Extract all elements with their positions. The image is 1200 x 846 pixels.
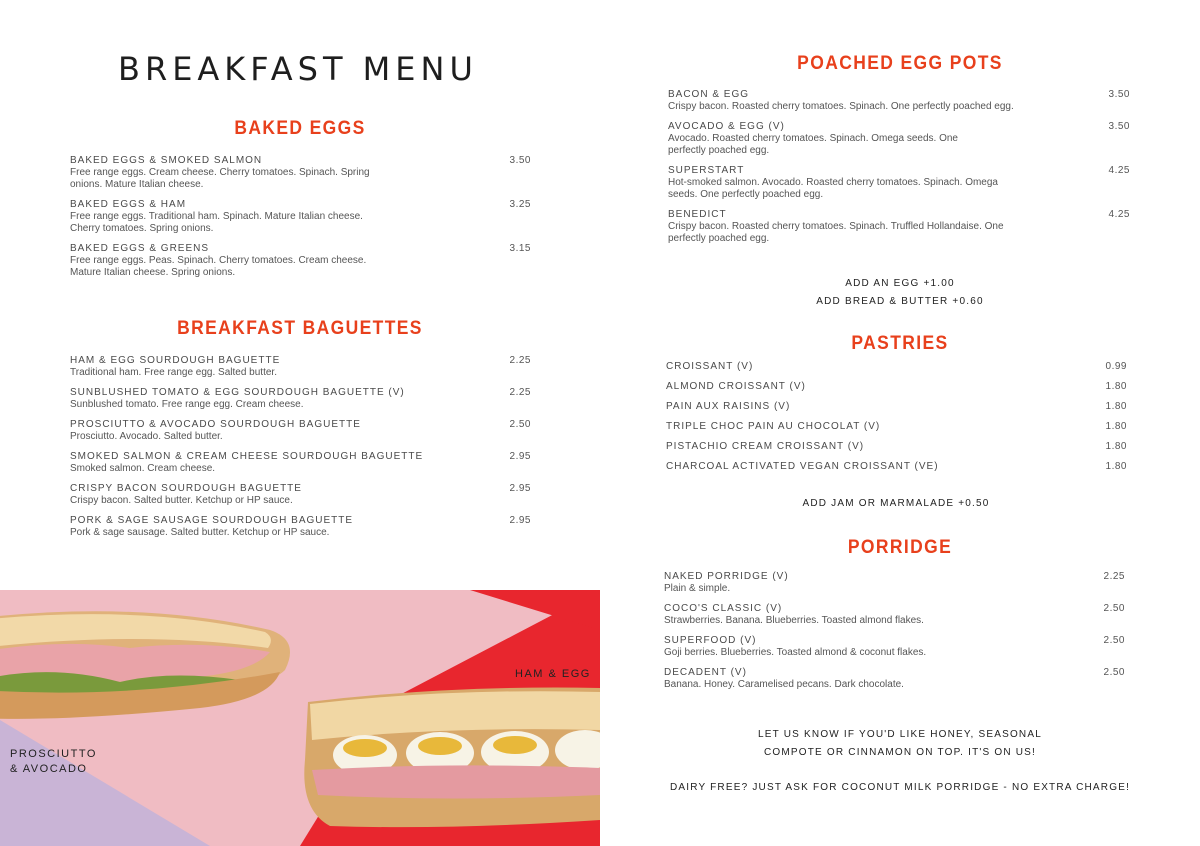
item-name: AVOCADO & EGG (V): [668, 121, 785, 132]
list-item: [70, 155, 531, 191]
porridge-list: [664, 571, 1125, 699]
item-name: PORK & SAGE SAUSAGE SOURDOUGH BAGUETTE: [70, 515, 354, 526]
item-desc: Plain & simple.: [664, 583, 731, 594]
item-desc: Prosciutto. Avocado. Salted butter.: [70, 431, 223, 442]
list-item: [668, 121, 1130, 157]
page-title: BREAKFAST MENU: [118, 50, 478, 88]
item-price: 4.25: [1108, 165, 1130, 176]
item-name: BAKED EGGS & HAM: [70, 199, 187, 210]
item-name: BACON & EGG: [668, 89, 750, 100]
section-title-pastries: PASTRIES: [851, 333, 949, 354]
list-item: [666, 421, 1127, 433]
item-price: 4.25: [1108, 209, 1130, 220]
item-price: 3.50: [1108, 121, 1130, 132]
list-item: [70, 243, 531, 279]
list-item: [666, 441, 1127, 453]
list-item: [666, 361, 1127, 373]
list-item: [668, 89, 1130, 113]
item-name: CROISSANT (V): [666, 361, 754, 372]
list-item: [666, 461, 1127, 473]
list-item: [70, 451, 531, 475]
list-item: [664, 571, 1125, 595]
baguette-photo: [0, 590, 600, 846]
list-item: [70, 483, 531, 507]
item-price: 2.50: [509, 419, 531, 430]
item-price: 2.95: [509, 451, 531, 462]
item-desc: Free range eggs. Traditional ham. Spinach. Mature Italian cheese. Cherry tomatoes. Spring onions.: [70, 211, 363, 234]
item-price: 2.25: [509, 387, 531, 398]
item-price: 3.50: [509, 155, 531, 166]
section-title-baked-eggs: BAKED EGGS: [234, 118, 366, 139]
item-desc: Free range eggs. Peas. Spinach. Cherry tomatoes. Cream cheese. Mature Italian cheese. Spring onions.: [70, 255, 367, 278]
item-desc: Crispy bacon. Roasted cherry tomatoes. Spinach. Truffled Hollandaise. One perfectly poached egg.: [668, 221, 1004, 244]
item-name: TRIPLE CHOC PAIN AU CHOCOLAT (V): [666, 421, 881, 432]
item-name: BAKED EGGS & SMOKED SALMON: [70, 155, 263, 166]
item-desc: Banana. Honey. Caramelised pecans. Dark chocolate.: [664, 679, 904, 690]
item-price: 2.95: [509, 515, 531, 526]
note-add-egg: ADD AN EGG +1.00: [845, 278, 955, 289]
item-desc: Smoked salmon. Cream cheese.: [70, 463, 216, 474]
baked-eggs-list: [70, 155, 531, 287]
baguettes-list: [70, 355, 531, 547]
item-name: BAKED EGGS & GREENS: [70, 243, 210, 254]
item-desc: Crispy bacon. Roasted cherry tomatoes. Spinach. One perfectly poached egg.: [668, 101, 1014, 112]
item-name: BENEDICT: [668, 209, 727, 220]
list-item: [70, 419, 531, 443]
item-desc: Goji berries. Blueberries. Toasted almond & coconut flakes.: [664, 647, 927, 658]
item-name: SUPERFOOD (V): [664, 635, 757, 646]
photo-label-left: PROSCIUTTO & AVOCADO: [10, 748, 97, 775]
item-price: 3.50: [1108, 89, 1130, 100]
list-item: [664, 635, 1125, 659]
poached-list: [668, 89, 1130, 253]
item-price: 3.25: [509, 199, 531, 210]
note-add-jam: ADD JAM OR MARMALADE +0.50: [802, 498, 990, 509]
list-item: [666, 401, 1127, 413]
item-desc: Avocado. Roasted cherry tomatoes. Spinach. Omega seeds. One perfectly poached egg.: [668, 133, 958, 156]
item-name: PISTACHIO CREAM CROISSANT (V): [666, 441, 865, 452]
item-name: PROSCIUTTO & AVOCADO SOURDOUGH BAGUETTE: [70, 419, 361, 430]
item-name: CHARCOAL ACTIVATED VEGAN CROISSANT (VE): [666, 461, 939, 472]
item-name: NAKED PORRIDGE (V): [664, 571, 789, 582]
list-item: [668, 165, 1130, 201]
item-name: COCO'S CLASSIC (V): [664, 603, 783, 614]
item-desc: Crispy bacon. Salted butter. Ketchup or HP sauce.: [70, 495, 293, 506]
item-price: 1.80: [1105, 421, 1127, 432]
item-price: 2.25: [509, 355, 531, 366]
note-dairy-free: DAIRY FREE? JUST ASK FOR COCONUT MILK PORRIDGE - NO EXTRA CHARGE!: [669, 782, 1131, 793]
item-name: HAM & EGG SOURDOUGH BAGUETTE: [70, 355, 281, 366]
item-price: 1.80: [1105, 441, 1127, 452]
item-name: SUNBLUSHED TOMATO & EGG SOURDOUGH BAGUETTE (V): [70, 387, 405, 398]
item-price: 3.15: [509, 243, 531, 254]
item-name: SMOKED SALMON & CREAM CHEESE SOURDOUGH BAGUETTE: [70, 451, 424, 462]
item-desc: Sunblushed tomato. Free range egg. Cream cheese.: [70, 399, 304, 410]
note-add-bread: ADD BREAD & BUTTER +0.60: [816, 296, 984, 307]
item-price: 0.99: [1105, 361, 1127, 372]
item-desc: Free range eggs. Cream cheese. Cherry tomatoes. Spinach. Spring onions. Mature Italian cheese.: [70, 167, 370, 190]
item-desc: Pork & sage sausage. Salted butter. Ketchup or HP sauce.: [70, 527, 330, 538]
section-title-baguettes: BREAKFAST BAGUETTES: [177, 318, 423, 339]
item-price: 2.95: [509, 483, 531, 494]
item-desc: Traditional ham. Free range egg. Salted butter.: [70, 367, 277, 378]
item-name: PAIN AUX RAISINS (V): [666, 401, 791, 412]
item-price: 1.80: [1105, 461, 1127, 472]
list-item: [664, 667, 1125, 691]
list-item: [70, 515, 531, 539]
photo-label-right: HAM & EGG: [515, 668, 591, 680]
prosciutto-avocado-baguette-icon: [0, 611, 290, 719]
item-desc: Strawberries. Banana. Blueberries. Toasted almond flakes.: [664, 615, 924, 626]
list-item: [668, 209, 1130, 245]
item-name: CRISPY BACON SOURDOUGH BAGUETTE: [70, 483, 302, 494]
item-name: DECADENT (V): [664, 667, 747, 678]
item-price: 1.80: [1105, 401, 1127, 412]
list-item: [70, 199, 531, 235]
list-item: [70, 387, 531, 411]
ham-egg-baguette-icon: [304, 688, 600, 828]
pastries-list: [666, 361, 1127, 481]
item-desc: Hot-smoked salmon. Avocado. Roasted cherry tomatoes. Spinach. Omega seeds. One perfectly poached egg.: [668, 177, 998, 200]
list-item: [664, 603, 1125, 627]
note-toppings: LET US KNOW IF YOU'D LIKE HONEY, SEASONAL COMPOTE OR CINNAMON ON TOP. IT'S ON US!: [758, 729, 1042, 758]
item-price: 2.50: [1103, 603, 1125, 614]
item-price: 2.50: [1103, 667, 1125, 678]
list-item: [666, 381, 1127, 393]
item-price: 1.80: [1105, 381, 1127, 392]
item-price: 2.25: [1103, 571, 1125, 582]
list-item: [70, 355, 531, 379]
item-price: 2.50: [1103, 635, 1125, 646]
section-title-poached: POACHED EGG POTS: [797, 53, 1003, 74]
item-name: SUPERSTART: [668, 165, 745, 176]
section-title-porridge: PORRIDGE: [847, 537, 953, 558]
item-name: ALMOND CROISSANT (V): [666, 381, 806, 392]
baguette-illustration: [0, 590, 600, 846]
